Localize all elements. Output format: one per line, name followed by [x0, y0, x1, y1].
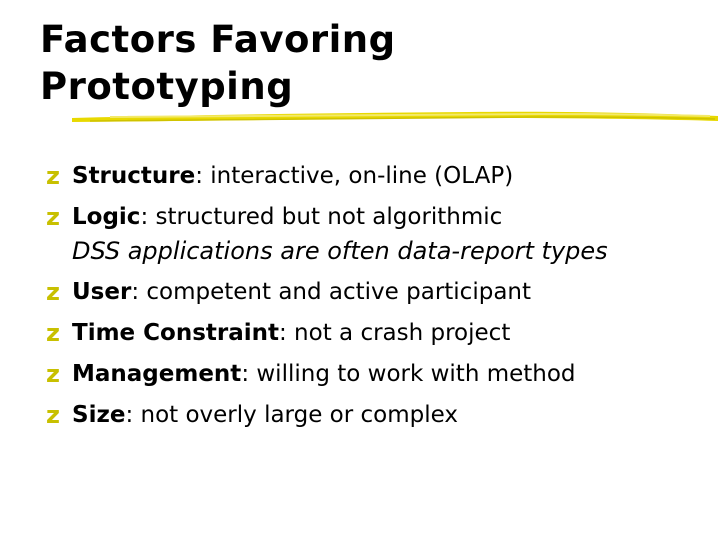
bullet-marker-icon: z [46, 319, 60, 347]
bullet-text: : not overly large or complex [125, 402, 458, 428]
bullet-term: Logic [72, 204, 141, 230]
bullet-text: : interactive, on-line (OLAP) [195, 163, 514, 189]
bullet-list-lower [46, 272, 576, 436]
bullet-structure [46, 156, 513, 197]
bullet-text: : structured but not algorithmic [140, 204, 503, 230]
bullet-user [46, 272, 576, 313]
bullet-marker-icon: z [46, 162, 60, 190]
bullet-text: : willing to work with method [241, 361, 576, 387]
bullet-term: User [72, 279, 132, 305]
bullet-term: Management [72, 361, 242, 387]
sub-note: DSS applications are often data-report types [72, 237, 608, 265]
bullet-term: Time Constraint [72, 320, 279, 346]
bullet-term: Structure [72, 163, 196, 189]
slide-title: Factors Favoring Prototyping [40, 18, 396, 108]
bullet-marker-icon: z [46, 401, 60, 429]
bullet-term: Size [72, 402, 126, 428]
bullet-management [46, 354, 576, 395]
bullet-marker-icon: z [46, 278, 60, 306]
bullet-marker-icon: z [46, 360, 60, 388]
bullet-time-constraint [46, 313, 576, 354]
title-underline-decoration [70, 104, 720, 130]
bullet-marker-icon: z [46, 203, 60, 231]
bullet-size [46, 395, 576, 436]
bullet-list-upper [46, 156, 513, 238]
bullet-text: : competent and active participant [131, 279, 532, 305]
bullet-text: : not a crash project [279, 320, 511, 346]
